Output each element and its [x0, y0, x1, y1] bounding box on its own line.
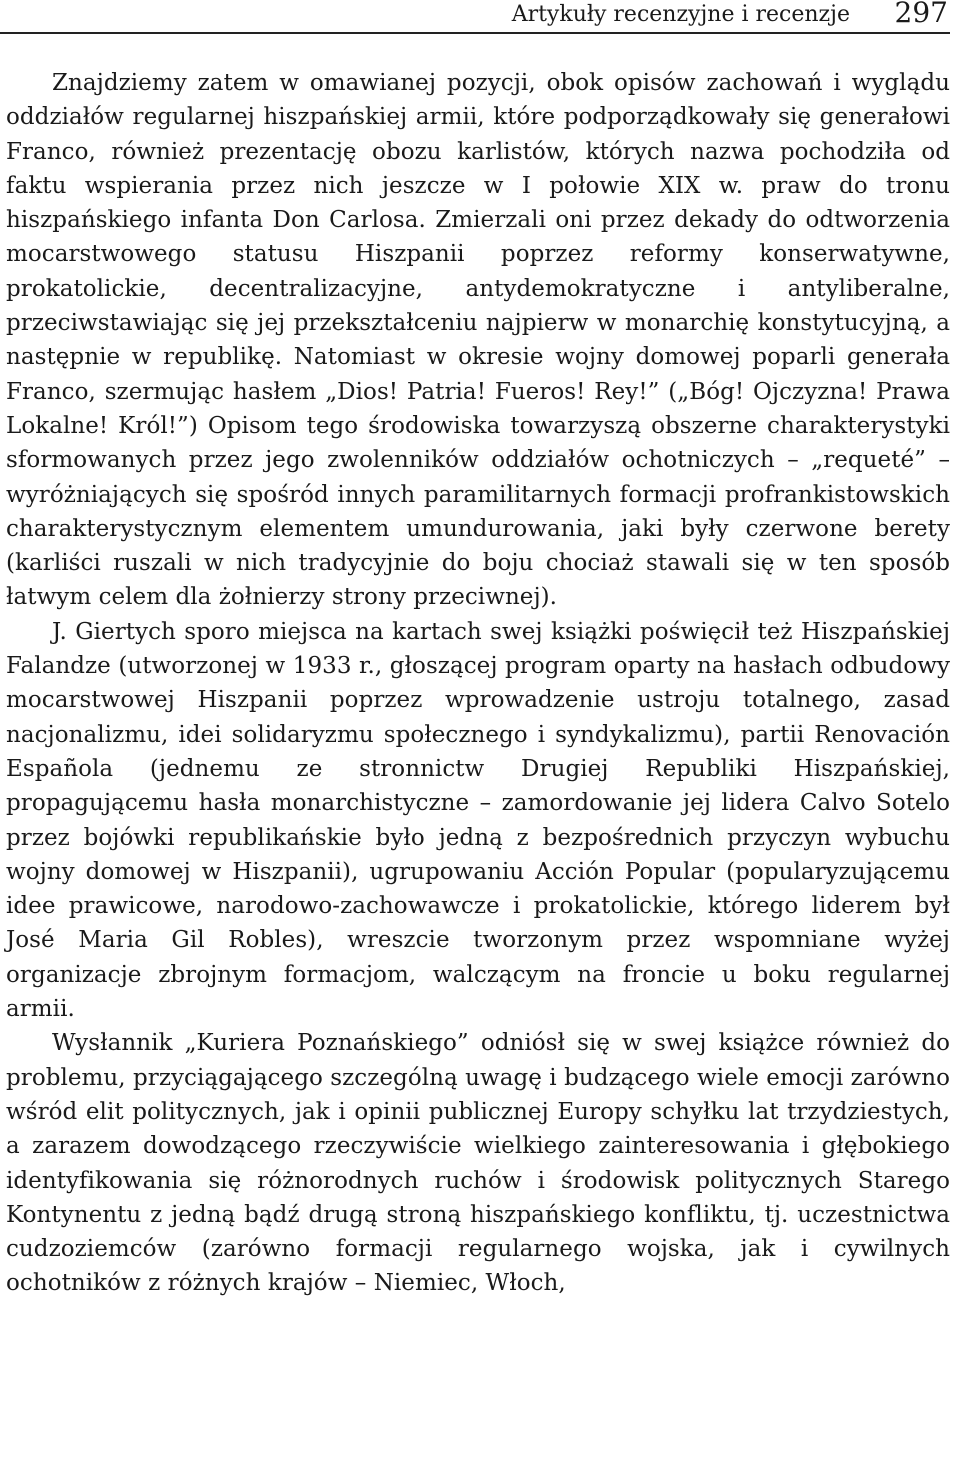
paragraph-1: Znajdziemy zatem w omawianej pozycji, obok opisów zachowań i wyglądu oddziałów regularnej hiszpańskiej armii, które podporządkowały się generałowi Franco, również prezentację obozu karlistów, których nazwa pochodziła od faktu wspierania przez nich jeszcze w I połowie XIX w. praw do tronu hiszpańskiego infanta Don Carlosa. Zmierzali oni przez dekady do odtworzenia mocarstwowego statusu Hiszpanii poprzez reformy konserwatywne, prokatolickie, decentralizacyjne, antydemokratyczne i antyliberalne, przeciwstawiając się jej przekształceniu najpierw w monarchię konstytucyjną, a następnie w republikę. Natomiast w okresie wojny domowej poparli generała Franco, szermując hasłem „Dios! Patria! Fueros! Rey!” („Bóg! Ojczyzna! Prawa Lokalne! Król!”) Opisom tego środowiska towarzyszą obszerne charakterystyki sformowanych przez jego zwolenników oddziałów ochotniczych – „requeté” – wyróżniających się spośród innych paramilitarnych formacji profrankistowskich charakterystycznym elementem umundurowania, jaki były czerwone berety (karliści ruszali w nich tradycyjnie do boju chociaż stawali się w ten sposób łatwym celem dla żołnierzy strony przeciwnej).	[6, 70, 950, 611]
body-text	[6, 66, 950, 1301]
header-section-title: Artykuły recenzyjne i recenzje	[511, 2, 850, 27]
running-header	[0, 0, 950, 34]
paragraph-2: J. Giertych sporo miejsca na kartach swej książki poświęcił też Hiszpańskiej Falandze (utworzonej w 1933 r., głoszącej program oparty na hasłach odbudowy mocarstwowej Hiszpanii poprzez wprowadzenie ustroju totalnego, zasad nacjonalizmu, idei solidaryzmu społecznego i syndykalizmu), partii Renovación Española (jednemu ze stronnictw Drugiej Republiki Hiszpańskiej, propagującemu hasła monarchistyczne – zamordowanie jej lidera Calvo Sotelo przez bojówki republikańskie było jedną z bezpośrednich przyczyn wybuchu wojny domowej w Hiszpanii), ugrupowaniu Acción Popular (popularyzującemu idee prawicowe, narodowo-zachowawcze i prokatolickie, którego liderem był José Maria Gil Robles), wreszcie tworzonym przez wspomniane wyżej organizacje zbrojnym formacjom, walczącym na froncie u boku regularnej armii.	[6, 618, 950, 1023]
page-number: 297	[894, 0, 948, 29]
paragraph-3: Wysłannik „Kuriera Poznańskiego” odniósł się w swej książce również do problemu, przyciągającego szczególną uwagę i budzącego wiele emocji zarówno wśród elit politycznych, jak i opinii publicznej Europy schyłku lat trzydziestych, a zarazem dowodzącego rzeczywiście wielkiego zainteresowania i głębokiego identyfikowania się różnorodnych ruchów i środowisk politycznych Starego Kontynentu z jedną bądź drugą stroną hiszpańskiego konfliktu, tj. uczestnictwa cudzoziemców (zarówno formacji regularnego wojska, jak i cywilnych ochotników z różnych krajów – Niemiec, Włoch,	[6, 1030, 950, 1297]
